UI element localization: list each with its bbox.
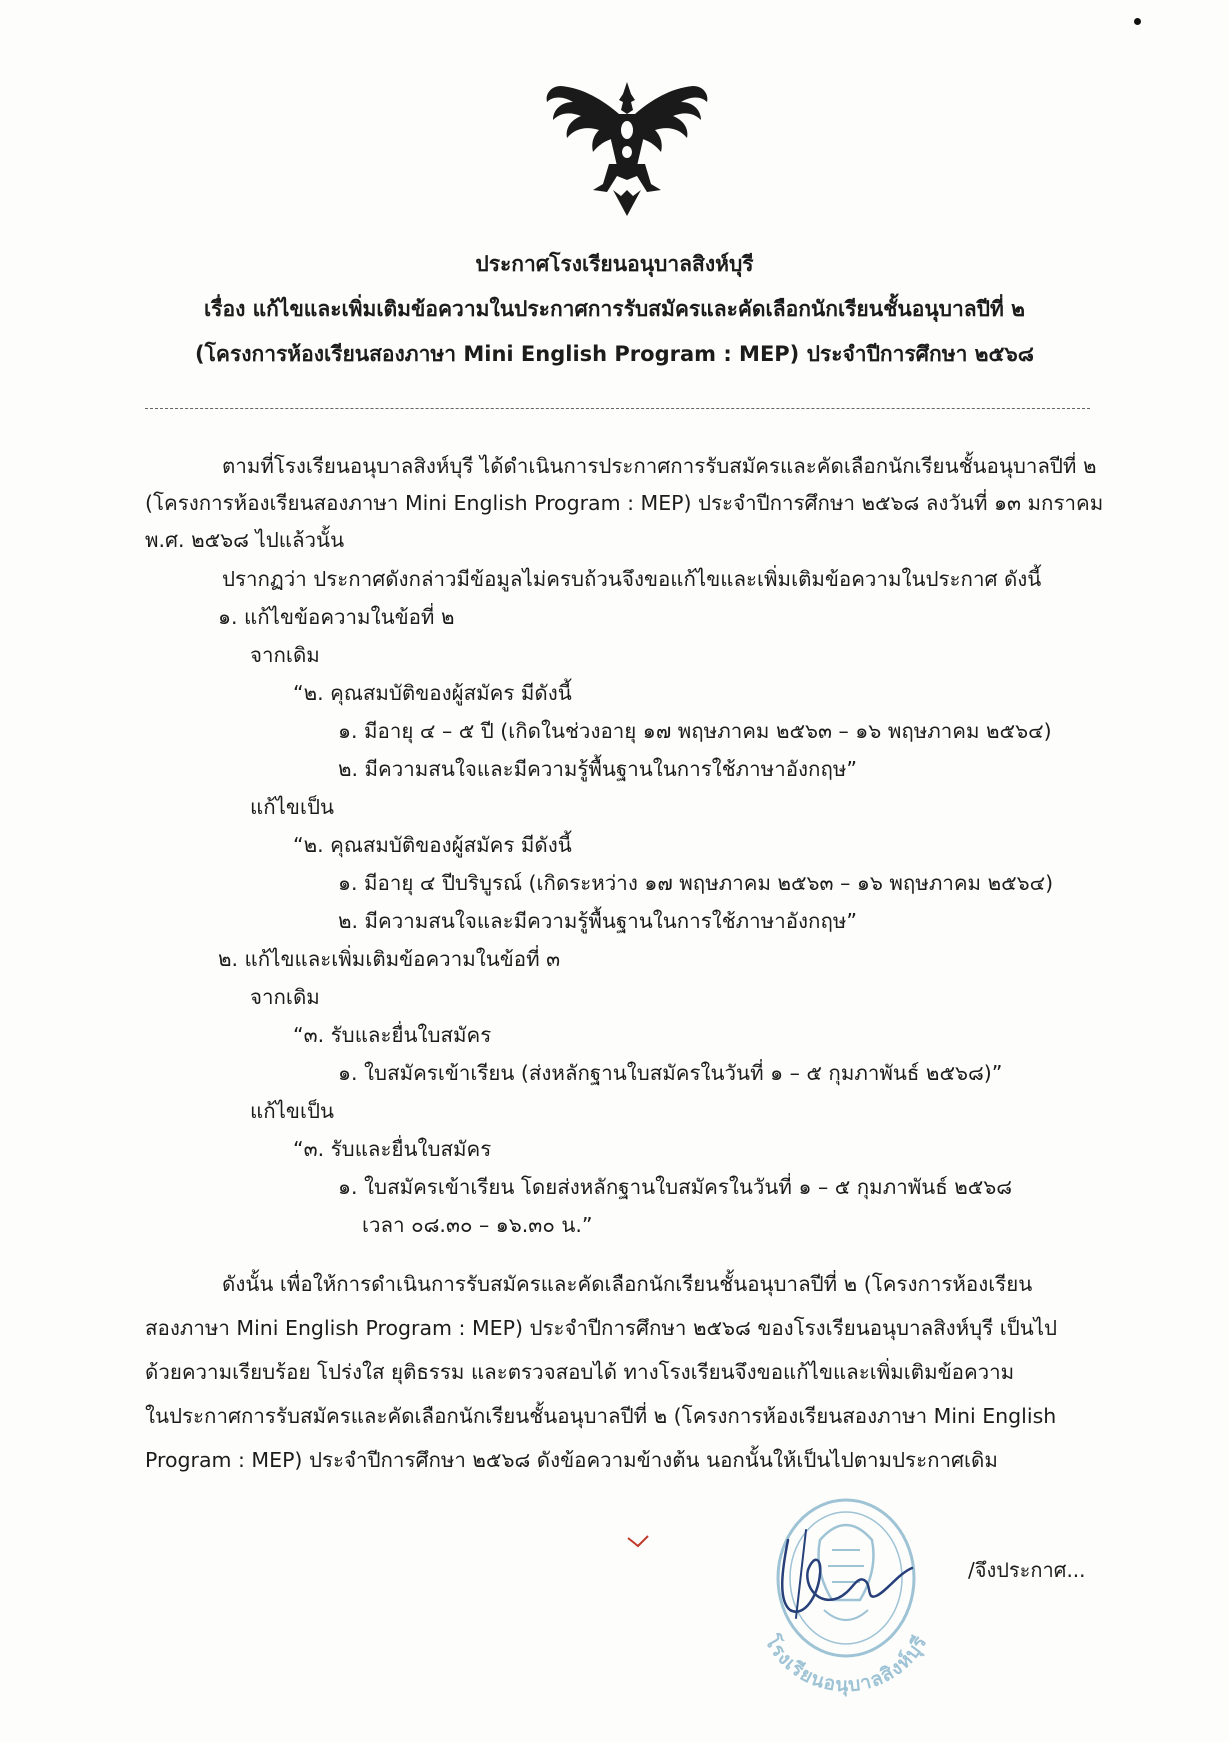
section1-from-label: จากเดิม (250, 643, 320, 667)
section1-heading: ๑. แก้ไขข้อความในข้อที่ ๒ (218, 605, 455, 629)
section2-from-item: ๑. ใบสมัครเข้าเรียน (ส่งหลักฐานใบสมัครในวันที่ ๑ – ๕ กุมภาพันธ์ ๒๕๖๘)” (338, 1061, 1003, 1085)
section1-to-label: แก้ไขเป็น (250, 795, 334, 819)
section2-from-label: จากเดิม (250, 985, 320, 1009)
section1-from-item: ๒. มีความสนใจและมีความรู้พื้นฐานในการใช้ภาษาอังกฤษ” (338, 757, 857, 781)
conclusion-line: Program : MEP) ประจำปีการศึกษา ๒๕๖๘ ดังข้อความข้างต้น นอกนั้นให้เป็นไปตามประกาศเดิม (145, 1448, 998, 1472)
conclusion-line: สองภาษา Mini English Program : MEP) ประจำปีการศึกษา ๒๕๖๘ ของโรงเรียนอนุบาลสิงห์บุรี เป็นไป (145, 1316, 1058, 1340)
section2-to-item-time: เวลา ๐๘.๓๐ – ๑๖.๓๐ น.” (362, 1213, 593, 1237)
document-title: ประกาศโรงเรียนอนุบาลสิงห์บุรี (475, 252, 754, 276)
red-tick-icon (626, 1534, 650, 1554)
conclusion-line: ในประกาศการรับสมัครและคัดเลือกนักเรียนชั้นอนุบาลปีที่ ๒ (โครงการห้องเรียนสองภาษา Mini English (145, 1404, 1057, 1428)
intro-line: ตามที่โรงเรียนอนุบาลสิงห์บุรี ได้ดำเนินการประกาศการรับสมัครและคัดเลือกนักเรียนชั้นอนุบาลปีที่ ๒ (222, 454, 1097, 478)
section2-to-item: ๑. ใบสมัครเข้าเรียน โดยส่งหลักฐานใบสมัครในวันที่ ๑ – ๕ กุมภาพันธ์ ๒๕๖๘ (338, 1175, 1013, 1199)
intro-line: พ.ศ. ๒๕๖๘ ไปแล้วนั้น (145, 528, 345, 552)
signature-icon (748, 1510, 918, 1630)
section1-to-item: ๒. มีความสนใจและมีความรู้พื้นฐานในการใช้ภาษาอังกฤษ” (338, 909, 857, 933)
conclusion-line: ด้วยความเรียบร้อย โปร่งใส ยุติธรรม และตรวจสอบได้ ทางโรงเรียนจึงขอแก้ไขและเพิ่มเติมข้อความ (145, 1360, 1015, 1384)
statement-line: ปรากฏว่า ประกาศดังกล่าวมีข้อมูลไม่ครบถ้วนจึงขอแก้ไขและเพิ่มเติมข้อความในประกาศ ดังนี้ (222, 567, 1042, 591)
section2-to-title: “๓. รับและยื่นใบสมัคร (293, 1137, 492, 1161)
document-subject: เรื่อง แก้ไขและเพิ่มเติมข้อความในประกาศการรับสมัครและคัดเลือกนักเรียนชั้นอนุบาลปีที่ ๒ (204, 297, 1025, 321)
intro-line: (โครงการห้องเรียนสองภาษา Mini English Program : MEP) ประจำปีการศึกษา ๒๕๖๘ ลงวันที่ ๑๓ มกราคม (145, 491, 1104, 515)
section1-from-item: ๑. มีอายุ ๔ – ๕ ปี (เกิดในช่วงอายุ ๑๗ พฤษภาคม ๒๕๖๓ – ๑๖ พฤษภาคม ๒๕๖๔) (338, 719, 1052, 743)
section2-heading: ๒. แก้ไขและเพิ่มเติมข้อความในข้อที่ ๓ (218, 947, 561, 971)
section2-to-label: แก้ไขเป็น (250, 1099, 334, 1123)
svg-text:โรงเรียนอนุบาลสิงห์บุรี (760, 1630, 932, 1697)
header-divider (145, 408, 1090, 409)
section1-from-title: “๒. คุณสมบัติของผู้สมัคร มีดังนี้ (293, 681, 572, 705)
continuation-text: /จึงประกาศ... (968, 1558, 1086, 1582)
seal-text: โรงเรียนอนุบาลสิงห์บุรี (760, 1631, 932, 1697)
section2-from-title: “๓. รับและยื่นใบสมัคร (293, 1023, 492, 1047)
conclusion-line: ดังนั้น เพื่อให้การดำเนินการรับสมัครและคัดเลือกนักเรียนชั้นอนุบาลปีที่ ๒ (โครงการห้องเรียน (222, 1272, 1033, 1296)
section1-to-item: ๑. มีอายุ ๔ ปีบริบูรณ์ (เกิดระหว่าง ๑๗ พฤษภาคม ๒๕๖๓ – ๑๖ พฤษภาคม ๒๕๖๔) (338, 871, 1054, 895)
garuda-emblem-icon (543, 80, 711, 220)
scan-dot (1134, 18, 1141, 25)
document-program: (โครงการห้องเรียนสองภาษา Mini English Program : MEP) ประจำปีการศึกษา ๒๕๖๘ (195, 342, 1034, 366)
section1-to-title: “๒. คุณสมบัติของผู้สมัคร มีดังนี้ (293, 833, 572, 857)
